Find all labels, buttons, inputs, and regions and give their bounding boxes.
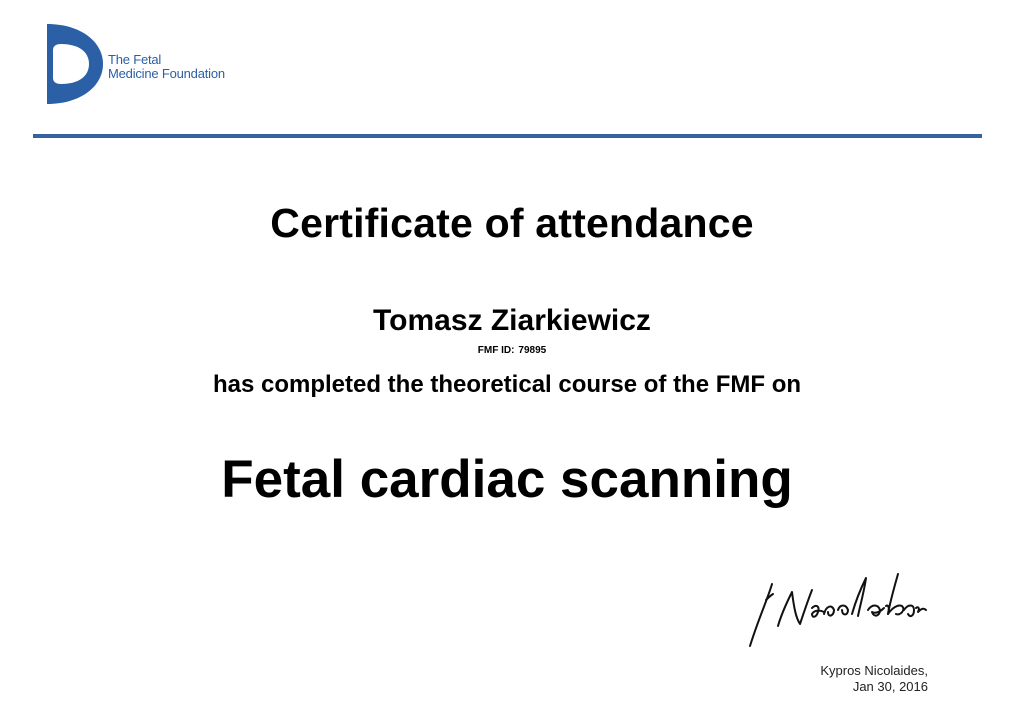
completion-statement: has completed the theoretical course of the FMF on xyxy=(212,371,802,398)
course-name: Fetal cardiac scanning xyxy=(221,450,793,509)
fmf-id-value: 79895 xyxy=(518,345,547,356)
header-divider xyxy=(33,134,982,138)
certificate-title: Certificate of attendance xyxy=(270,200,754,246)
fmf-id-label: FMF ID: xyxy=(477,345,515,356)
signatory-block xyxy=(820,663,928,695)
signatory-name: Kypros Nicolaides, xyxy=(820,663,928,678)
logo-text xyxy=(108,53,225,81)
fmf-id xyxy=(0,344,1024,358)
signature-date: Jan 30, 2016 xyxy=(852,679,928,694)
signature-image xyxy=(728,560,928,656)
logo-line-1: The Fetal xyxy=(108,52,162,67)
recipient-name: Tomasz Ziarkiewicz xyxy=(373,304,651,337)
fmf-logo-mark-icon xyxy=(47,22,103,106)
fmf-logo xyxy=(47,22,267,108)
logo-line-2: Medicine Foundation xyxy=(108,66,225,81)
